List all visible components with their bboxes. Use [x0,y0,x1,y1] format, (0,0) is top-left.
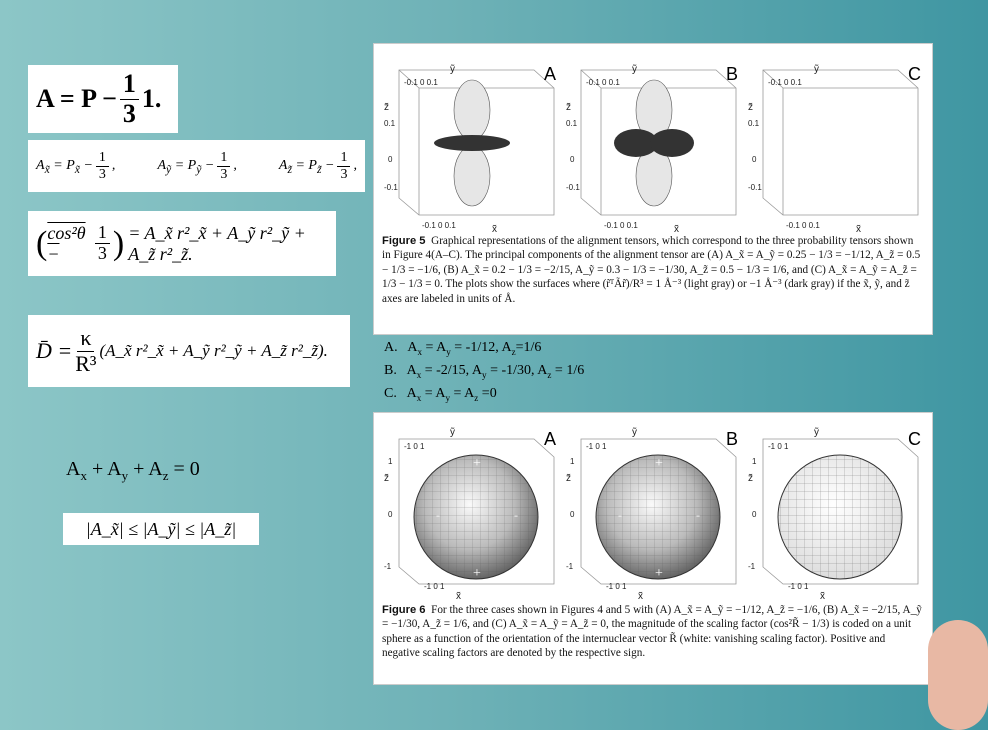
svg-text:-0.1: -0.1 [748,183,762,192]
fig5-panel-c [748,64,921,235]
svg-text:0: 0 [570,510,575,519]
svg-text:-1: -1 [748,562,756,571]
svg-text:ỹ: ỹ [450,427,455,438]
svg-text:x̃: x̃ [638,591,643,602]
svg-text:0: 0 [388,510,393,519]
svg-text:-1 0 1: -1 0 1 [606,582,627,591]
fig5-panel-a [384,64,556,235]
svg-text:0: 0 [752,510,757,519]
svg-text:-1: -1 [566,562,574,571]
svg-text:-1: -1 [384,562,392,571]
eq2-term-x: $A_{x̃} = P_{x̃}$ − $\frac{1}{3}$ , [36,150,116,182]
svg-text:-1 0 1: -1 0 1 [768,442,789,451]
svg-text:-0.1 0 0.1: -0.1 0 0.1 [404,78,438,87]
case-b: B. $A_x = -2/15$, $A_y = -1/30$, $A_z = 1/6$ [384,363,585,380]
svg-text:-0.1 0 0.1: -0.1 0 0.1 [586,78,620,87]
fig6-panel-b [566,427,738,602]
svg-text:0: 0 [570,155,575,164]
svg-text:x̃: x̃ [820,591,825,602]
svg-text:+: + [473,456,481,471]
svg-text:B: B [726,64,739,84]
svg-text:-: - [436,508,440,522]
svg-text:B: B [726,429,739,449]
svg-text:C: C [908,64,921,84]
eq1-fraction [120,70,139,128]
svg-text:ỹ: ỹ [632,427,637,438]
svg-text:-1 0 1: -1 0 1 [424,582,445,591]
svg-text:+: + [655,456,663,471]
eq4-fraction: $\frac{\kappa}{\text{R³}}$ [75,325,97,376]
svg-text:x̃: x̃ [492,224,497,235]
svg-text:ỹ: ỹ [814,64,819,75]
figure-5-caption: Figure 5 Graphical representations of the alignment tensors, which correspond to the three probability tensors shown in Figure 4(A–C). The principal components of the alignment tensor are (A) A_x̃ = A_ỹ = 0.25 − 1/3 = −1/12, A_z̃ = 0.5 − 1/3 = −1/6, (B) A_x̃ = 0.2 − 1/3 = −2/15, A_ỹ = 0.3 − 1/3 = −1/30, A_z̃ = 0.5 − 1/3 = 1/6, and (C) A_x̃ = A_ỹ = A_z̃ = 1/3 − 1/3 = 0. The plots show the surfaces where (r̃ᵀÃr̃)/R³ = 1 Å⁻³ (light gray) or −1 Å⁻³ (dark gray) if the x̃, ỹ, and z̃ axes are labeled in units of Å. [382,235,921,305]
equation-principal-components [28,140,365,192]
equation-alignment-tensor [28,65,178,133]
svg-text:ỹ: ỹ [814,427,819,438]
figure-5-plots [374,44,932,235]
eq2-term-y: $A_ỹ = P_ỹ$ − $\frac{1}{3}$ , [157,150,237,182]
eq5-text: |A_x̃| ≤ |A_ỹ| ≤ |A_z̃| [85,518,237,539]
svg-text:x̃: x̃ [456,591,461,602]
svg-text:x̃: x̃ [856,224,861,235]
svg-text:z̃: z̃ [748,102,753,113]
figure-5 [373,43,933,335]
svg-text:-0.1: -0.1 [384,183,398,192]
svg-text:-: - [696,508,700,522]
eq1-lhs: A = P − [36,84,117,113]
eq4-rhs: (A_x̃ r²_x̃ + A_ỹ r²_ỹ + A_z̃ r²_z̃). [99,341,328,360]
svg-text:-0.1: -0.1 [566,183,580,192]
svg-text:+: + [655,566,663,581]
fig5-panel-b [566,64,738,235]
svg-text:-0.1 0 0.1: -0.1 0 0.1 [604,221,638,230]
svg-text:-0.1 0 0.1: -0.1 0 0.1 [786,221,820,230]
svg-text:z̃: z̃ [384,102,389,113]
svg-text:0.1: 0.1 [748,119,760,128]
svg-text:z̃: z̃ [384,473,389,484]
eq1-num: 1 [120,70,139,100]
eq3-rhs: = A_x̃ r²_x̃ + A_ỹ r²_ỹ + A_z̃ r²_z̃. [128,222,306,264]
equation-cos-average: ( cos²θ − $\frac{1}{3}$ ) = A_x̃ r²_x̃ + A_ỹ r²_ỹ + A_z̃ r²_z̃. [28,211,336,276]
eq4-lhs: D̄ = [36,338,73,363]
equation-ordering [63,513,259,545]
figure-6-plots [374,413,932,602]
svg-text:1: 1 [570,457,575,466]
svg-text:-: - [514,508,518,522]
figure-6 [373,412,933,685]
svg-text:0.1: 0.1 [384,119,396,128]
svg-text:-1 0 1: -1 0 1 [788,582,809,591]
svg-text:-1 0 1: -1 0 1 [586,442,607,451]
svg-text:1: 1 [388,457,393,466]
svg-text:-1 0 1: -1 0 1 [404,442,425,451]
svg-text:C: C [908,429,921,449]
svg-text:z̃: z̃ [566,473,571,484]
sum-rule: $A_x + A_y + A_z = 0$ [66,458,200,483]
svg-text:x̃: x̃ [674,224,679,235]
svg-text:ỹ: ỹ [450,64,455,75]
svg-text:1: 1 [752,457,757,466]
svg-text:0.1: 0.1 [566,119,578,128]
eq3-lhs: cos²θ − [47,222,86,264]
eq1-tail: 1. [141,84,162,113]
svg-text:-: - [618,508,622,522]
fig6-panel-c [748,427,921,602]
svg-text:0: 0 [388,155,393,164]
svg-text:z̃: z̃ [566,102,571,113]
svg-text:A: A [544,429,557,449]
case-a: A. $A_x = A_y = -1/12$, $A_z=1/6$ [384,340,542,357]
eq3-fraction: $\frac{1}{3}$ [95,223,110,264]
svg-text:ỹ: ỹ [632,64,637,75]
svg-text:-0.1 0 0.1: -0.1 0 0.1 [422,221,456,230]
case-c: C. $A_x = A_y = A_z =0$ [384,386,497,403]
figure-6-caption: Figure 6 For the three cases shown in Figures 4 and 5 with (A) A_x̃ = A_ỹ = −1/12, A_z̃ = −1/6, (B) A_x̃ = −2/15, A_ỹ = −1/30, A_z̃ = 1/6, and (C) A_x̃ = A_ỹ = A_z̃ = 0, the magnitude of the scaling factor (cos²R̃ − 1/3) is coded on a unit sphere as a function of the orientation of the internuclear vector R̃ (white: vanishing scaling factor). Positive and negative scaling factors are denoted by the respective sign. [382,604,922,660]
equation-dipolar-coupling [28,315,350,387]
eq2-term-z: $A_{z̃} = P_{z̃}$ − $\frac{1}{3}$ , [278,150,357,182]
svg-text:+: + [473,566,481,581]
svg-text:-0.1 0 0.1: -0.1 0 0.1 [768,78,802,87]
presenter-hand [928,620,988,730]
fig6-panel-a [384,427,556,602]
svg-text:0: 0 [752,155,757,164]
eq1-den: 3 [122,98,136,128]
svg-text:A: A [544,64,557,84]
svg-text:z̃: z̃ [748,473,753,484]
